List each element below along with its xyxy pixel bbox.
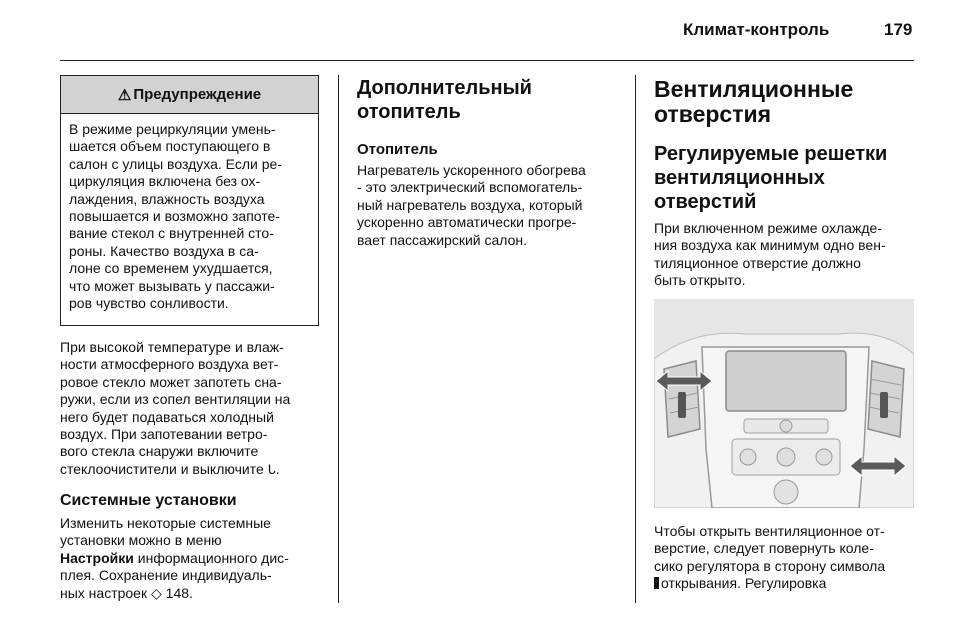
header-rule (60, 60, 914, 61)
bottom-knob (774, 480, 798, 504)
header-title: Климат-контроль (683, 20, 830, 39)
page-number: 179 (884, 20, 913, 39)
middle-knob (777, 448, 795, 466)
right-knob (816, 449, 832, 465)
heater-paragraph: Нагреватель ускоренного обогрева - это электрический вспомогатель- ный нагреватель воздуха, который ускоренно автоматически прогре- вает пассажирский салон. (357, 162, 586, 248)
recirculation-icon: ᒐ (267, 461, 276, 477)
center-knob (780, 420, 792, 432)
dashboard-vents-figure (654, 299, 914, 508)
left-vent-wheel (678, 392, 686, 418)
aux-heater-heading: Дополнительный отопитель (357, 77, 532, 123)
vents-paragraph: При включенном режиме охлажде- ния воздуха как минимум одно вен- тиляционное отверстие должно быть открыто. (654, 220, 886, 289)
open-symbol-icon (654, 577, 659, 589)
right-vent-wheel (880, 392, 888, 418)
column-divider-1 (338, 75, 339, 603)
heater-subheading: Отопитель (357, 141, 438, 158)
vent-open-paragraph: Чтобы открыть вентиляционное от- верстие, следует повернуть коле- сико регулятора в сторону символа открывания. Регулировка (654, 523, 886, 592)
left-knob (740, 449, 756, 465)
system-settings-paragraph: Изменить некоторые системные установки можно в меню Настройки информационного дис- плея. Сохранение индивидуаль- ных настроек ◇ 148. (60, 515, 289, 601)
column-divider-2 (635, 75, 636, 603)
warning-box (60, 75, 319, 326)
warning-triangle-icon: ⚠ (117, 86, 132, 104)
display-screen (726, 351, 846, 411)
adjustable-vents-heading: Регулируемые решетки вентиляционных отверстий (654, 143, 888, 213)
warning-title: Предупреждение (133, 86, 262, 103)
vents-heading: Вентиляционные отверстия (654, 76, 854, 127)
system-settings-heading: Системные установки (60, 492, 237, 509)
page-ref-icon: ◇ (151, 584, 162, 601)
fogging-paragraph: При высокой температуре и влаж- ности атмосферного воздуха вет- ровое стекло может запотеть сна- ружи, если из сопел вентиляции на него будет подаваться холодный воздух. При запотевании ветро- вого стекла снаружи включите стеклоочистители и выключите ᒐ. (60, 339, 291, 477)
warning-text: В режиме рециркуляции умень- шается объем поступающего в салон с улицы воздуха. Если ре- циркуляция включена без ох- лаждения, влажность воздуха повышается и возможно запоте- вание стекол с внутренней сто- роны. Качество воздуха в са- лоне со временем ухудшается, что может вызывать у пассажи- ров чувство сонливости. (69, 121, 282, 312)
warning-header (61, 76, 318, 114)
page-ref: 148. (161, 584, 193, 601)
settings-menu-label: Настройки (60, 549, 134, 566)
